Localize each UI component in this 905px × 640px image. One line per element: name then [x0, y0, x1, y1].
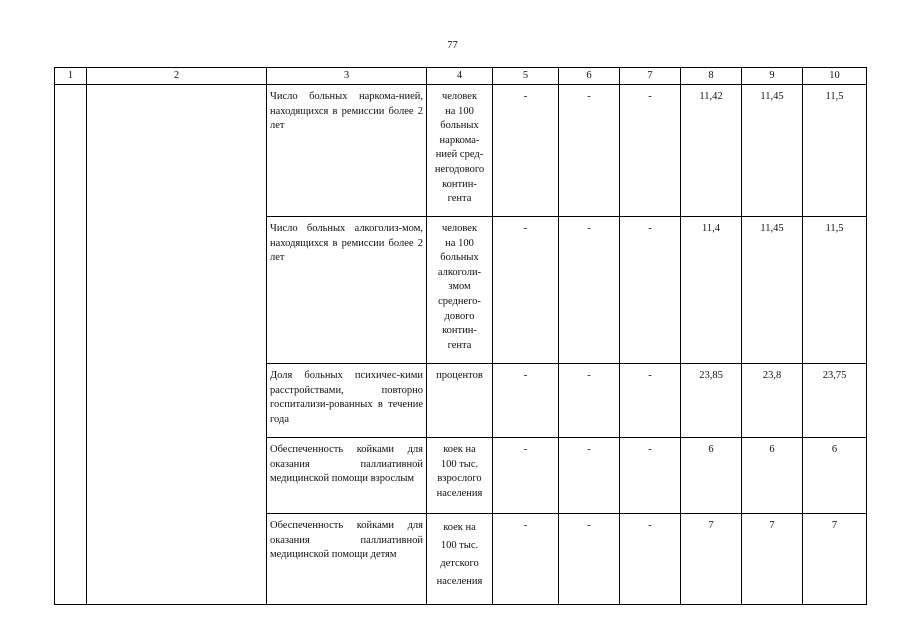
value-cell-7: - — [620, 217, 681, 364]
value-cell-5: - — [493, 514, 559, 605]
unit-line: наркома- — [439, 134, 480, 146]
value-cell-7: - — [620, 85, 681, 217]
unit-line: населения — [436, 576, 483, 587]
indicator-cell: Доля больных психичес-кими расстройствами, повторно госпитализи-рованных в течение года — [267, 364, 427, 438]
header-cell: 1 — [55, 68, 87, 85]
value-cell-5: - — [493, 85, 559, 217]
value-cell-10: 11,5 — [803, 217, 867, 364]
unit-line: 100 тыс. — [440, 540, 479, 551]
header-cell: 5 — [493, 68, 559, 85]
header-cell: 10 — [803, 68, 867, 85]
value-cell-5: - — [493, 217, 559, 364]
value-cell-6: - — [559, 217, 620, 364]
unit-cell — [427, 438, 493, 514]
value-cell-6: - — [559, 514, 620, 605]
header-cell: 2 — [87, 68, 267, 85]
unit-line: на 100 — [445, 237, 474, 249]
value-cell-7: - — [620, 364, 681, 438]
unit-cell — [427, 217, 493, 364]
value-cell-10: 6 — [803, 438, 867, 514]
unit-line: на 100 — [445, 105, 474, 117]
value-cell-10: 7 — [803, 514, 867, 605]
value-cell-7: - — [620, 514, 681, 605]
value-cell-9: 23,8 — [742, 364, 803, 438]
unit-line: детского — [440, 558, 479, 569]
unit-line: населения — [436, 487, 483, 499]
unit-line: алкоголи- — [437, 266, 482, 278]
value-cell-6: - — [559, 364, 620, 438]
unit-cell — [427, 85, 493, 217]
unit-line: человек — [441, 91, 478, 102]
value-cell-8: 23,85 — [681, 364, 742, 438]
unit-cell — [427, 514, 493, 605]
value-cell-9: 7 — [742, 514, 803, 605]
unit-line: процентов — [436, 370, 483, 381]
value-cell-6: - — [559, 438, 620, 514]
value-cell-8: 11,4 — [681, 217, 742, 364]
col-2-merged-cell — [87, 85, 267, 605]
header-cell: 6 — [559, 68, 620, 85]
header-cell: 7 — [620, 68, 681, 85]
unit-line: больных — [440, 120, 479, 132]
value-cell-10: 11,5 — [803, 85, 867, 217]
unit-line: взрослого — [437, 473, 482, 485]
unit-line: дового — [444, 310, 475, 322]
unit-line: гента — [447, 339, 472, 351]
unit-line: человек — [441, 223, 478, 234]
value-cell-8: 11,42 — [681, 85, 742, 217]
unit-line: коек на — [443, 522, 476, 533]
unit-line: контин- — [442, 325, 477, 337]
unit-line: больных — [440, 252, 479, 264]
unit-line: гента — [447, 193, 472, 205]
value-cell-9: 11,45 — [742, 85, 803, 217]
indicators-table — [54, 67, 867, 605]
indicator-cell: Число больных алкоголиз-мом, находящихся в ремиссии более 2 лет — [267, 217, 427, 364]
unit-line: негодового — [434, 163, 485, 175]
header-cell: 8 — [681, 68, 742, 85]
value-cell-9: 11,45 — [742, 217, 803, 364]
value-cell-7: - — [620, 438, 681, 514]
unit-line: среднего- — [438, 295, 481, 307]
unit-line: 100 тыс. — [440, 458, 479, 470]
header-cell: 9 — [742, 68, 803, 85]
page-number: 77 — [447, 40, 458, 51]
value-cell-6: - — [559, 85, 620, 217]
col-1-merged-cell — [55, 85, 87, 605]
value-cell-10: 23,75 — [803, 364, 867, 438]
indicator-cell: Число больных наркома-нией, находящихся в ремиссии более 2 лет — [267, 85, 427, 217]
value-cell-5: - — [493, 438, 559, 514]
unit-line: контин- — [442, 178, 477, 190]
value-cell-8: 7 — [681, 514, 742, 605]
header-cell: 4 — [427, 68, 493, 85]
value-cell-8: 6 — [681, 438, 742, 514]
table-row — [55, 85, 867, 217]
unit-line: нией сред- — [435, 149, 484, 161]
header-cell: 3 — [267, 68, 427, 85]
table-header-row — [55, 68, 867, 85]
unit-line: змом — [448, 281, 471, 293]
value-cell-9: 6 — [742, 438, 803, 514]
indicator-cell: Обеспеченность койками для оказания паллиативной медицинской помощи взрослым — [267, 438, 427, 514]
value-cell-5: - — [493, 364, 559, 438]
unit-line: коек на — [443, 444, 476, 455]
indicator-cell: Обеспеченность койками для оказания паллиативной медицинской помощи детям — [267, 514, 427, 605]
unit-cell — [427, 364, 493, 438]
